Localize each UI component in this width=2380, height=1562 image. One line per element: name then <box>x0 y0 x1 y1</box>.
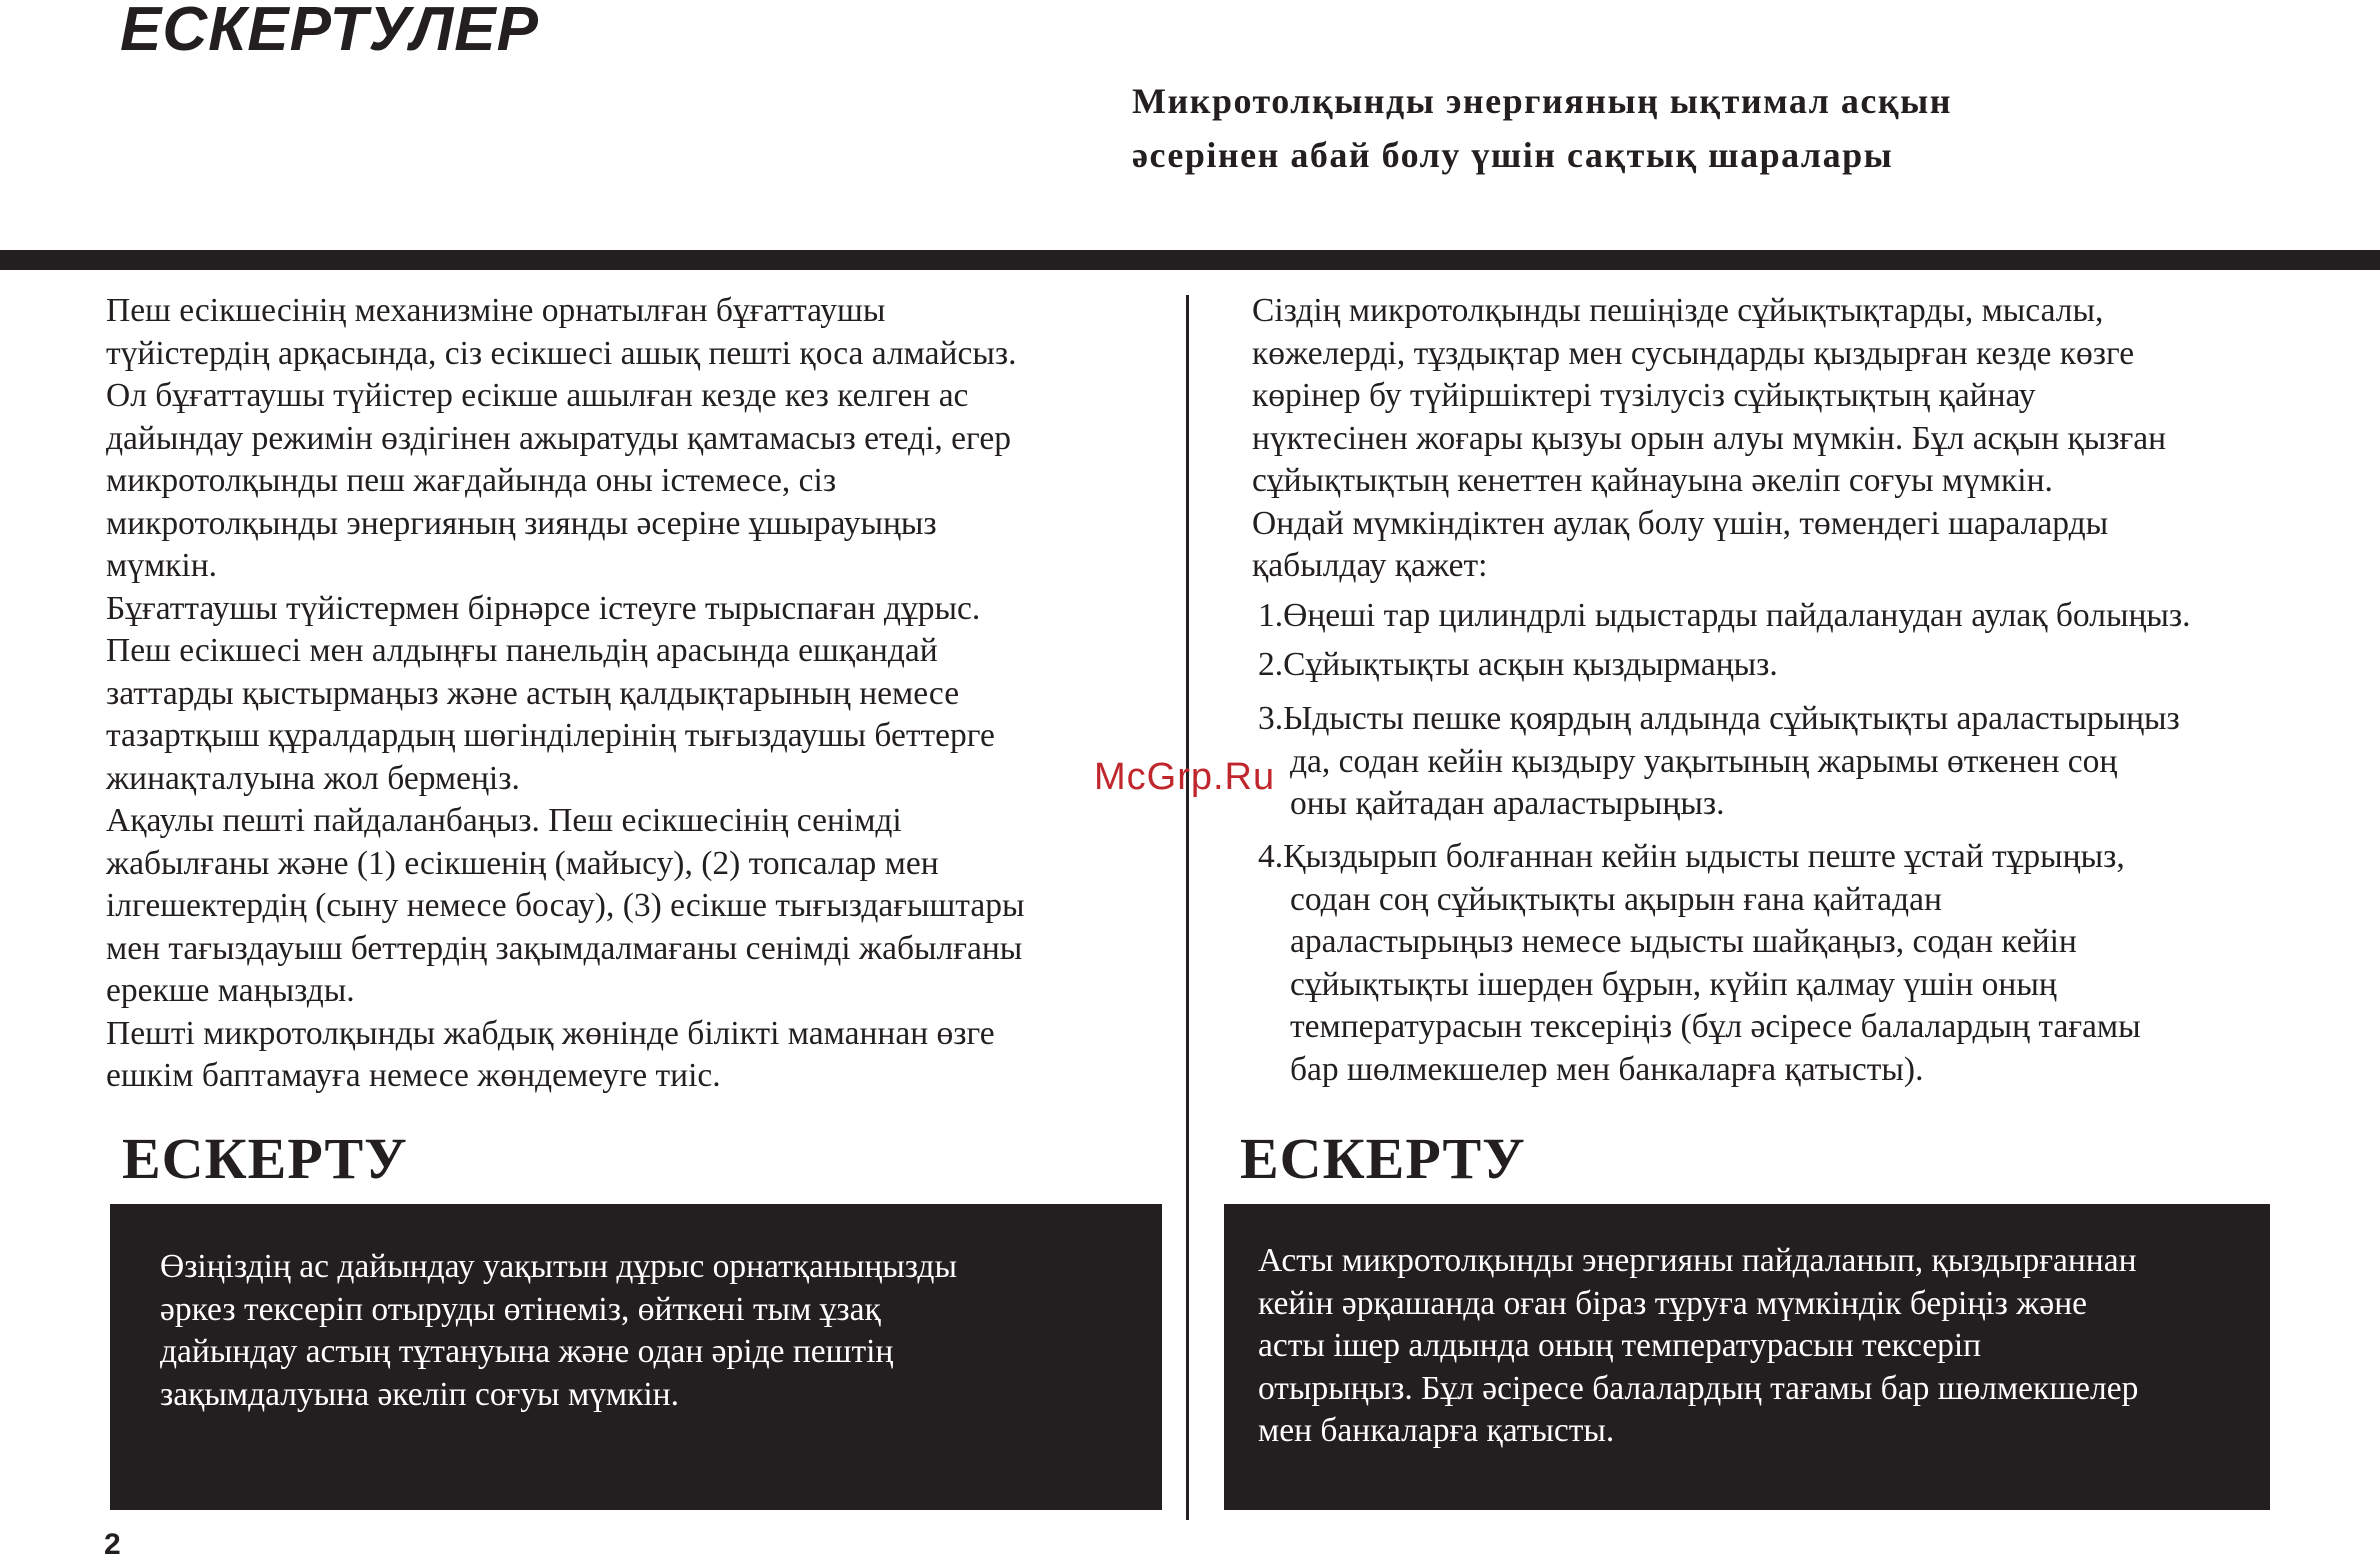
text-line: дайындау режимін өздігінен ажыратуды қамтамасыз етеді, егер <box>106 419 1011 457</box>
warning-line: Өзіңіздің ас дайындау уақытын дұрыс орнатқаныңызды <box>160 1248 957 1285</box>
list-item-line: 3.Ыдысты пешке қоярдың алдында сұйықтықты араластырыңыз <box>1258 700 2180 737</box>
list-item-line: араластырыңыз немесе ыдысты шайқаңыз, содан кейін <box>1290 923 2077 960</box>
warning-box-left <box>110 1204 1162 1510</box>
list-item-line: температурасын тексеріңіз (бұл әсіресе балалардың тағамы <box>1290 1008 2141 1045</box>
text-line: микротолқынды энергияның зиянды әсеріне ұшырауыңыз <box>106 504 937 542</box>
text-line: ерекше маңызды. <box>106 972 355 1009</box>
warning-line: зақымдалуына әкеліп соғуы мүмкін. <box>160 1375 679 1413</box>
text-line: мүмкін. <box>106 547 218 584</box>
text-line: Пешті микротолқынды жабдық жөнінде білікті маманнан өзге <box>106 1014 995 1052</box>
section-subtitle <box>1132 74 1952 182</box>
list-item-line: 1.Өңеші тар цилиндрлі ыдыстарды пайдаланудан аулақ болыңыз. <box>1258 597 2191 634</box>
left-column-text <box>106 290 1025 1098</box>
warning-line: мен банкаларға қатысты. <box>1258 1412 1615 1449</box>
list-item-line: 4.Қыздырып болғаннан кейін ыдысты пеште ұстай тұрыңыз, <box>1258 838 2125 875</box>
list-item-4 <box>1258 836 2141 1091</box>
text-line: Ол бұғаттаушы түйістер есікше ашылған кезде кез келген ас <box>106 377 969 414</box>
text-line: сұйықтықтың кенеттен қайнауына әкеліп соғуы мүмкін. <box>1252 462 2053 499</box>
text-line: Пеш есікшесі мен алдыңғы панельдің арасында ешқандай <box>106 632 938 669</box>
warning-heading-right: ЕСКЕРТУ <box>1240 1126 1526 1191</box>
list-item-line: оны қайтадан араластырыңыз. <box>1290 785 1725 822</box>
list-item-2 <box>1258 644 1778 687</box>
warning-line: кейін әрқашанда оған біраз тұруға мүмкіндік беріңіз және <box>1258 1284 2088 1322</box>
text-line: көжелерді, тұздықтар мен сусындарды қыздырған кезде көзге <box>1252 334 2135 372</box>
warning-line: асты ішер алдында оның температурасын тексеріп <box>1258 1327 1982 1364</box>
text-line: Бұғаттаушы түйістермен бірнәрсе істеуге тырыспаған дұрыс. <box>106 589 981 627</box>
list-item-1 <box>1258 595 2191 638</box>
page-title: ЕСКЕРТУЛЕР <box>120 0 539 64</box>
text-line: көрінер бу түйіршіктері түзілусіз сұйықтықтың қайнау <box>1252 377 2036 414</box>
warning-line: отырыңыз. Бұл әсіресе балалардың тағамы бар шөлмекшелер <box>1258 1369 2139 1407</box>
text-line: Сіздің микротолқынды пешіңізде сұйықтықтарды, мысалы, <box>1252 292 2104 329</box>
text-line: нүктесінен жоғары қызуы орын алуы мүмкін. Бұл асқын қызған <box>1252 419 2167 457</box>
warning-line: дайындау астың тұтануына және одан әріде пештің <box>160 1333 894 1370</box>
header-rule <box>0 250 2380 270</box>
list-item-line: да, содан кейін қыздыру уақытының жарымы өткенен соң <box>1290 742 2118 780</box>
column-divider <box>1186 295 1189 1520</box>
watermark: McGrp.Ru <box>1094 756 1276 798</box>
warning-heading-left: ЕСКЕРТУ <box>122 1126 408 1191</box>
text-line: ешкім баптамауға немесе жөндемеуге тиіс. <box>106 1057 721 1094</box>
list-item-line: 2.Сұйықтықты асқын қыздырмаңыз. <box>1258 646 1778 683</box>
text-line: ілгешектердің (сыну немесе босау), (3) есікше тығыздағыштары <box>106 887 1025 924</box>
list-item-3 <box>1258 698 2180 826</box>
text-line: мен тағыздауыш беттердің зақымдалмағаны сенімді жабылғаны <box>106 929 1023 967</box>
text-line: тазартқыш құралдардың шөгінділерінің тығыздаушы беттерге <box>106 717 995 754</box>
warning-line: әркез тексеріп отыруды өтінеміз, өйткені тым ұзақ <box>160 1290 881 1328</box>
text-line: Ондай мүмкіндіктен аулақ болу үшін, төмендегі шараларды <box>1252 504 2109 542</box>
warning-line: Асты микротолқынды энергияны пайдаланып, қыздырғаннан <box>1258 1242 2137 1279</box>
text-line: жабылғаны және (1) есікшенің (майысу), (2) топсалар мен <box>106 844 939 882</box>
text-line: түйістердің арқасында, сіз есікшесі ашық пешті қоса алмайсыз. <box>106 334 1017 372</box>
page-number: 2 <box>104 1528 121 1561</box>
subtitle-line: әсерінен абай болу үшін сақтық шаралары <box>1132 135 1894 175</box>
text-line: Ақаулы пешті пайдаланбаңыз. Пеш есікшесінің сенімді <box>106 802 902 839</box>
list-item-line: бар шөлмекшелер мен банкаларға қатысты). <box>1290 1050 1924 1088</box>
list-item-line: содан соң сұйықтықты ақырын ғана қайтадан <box>1290 880 1942 918</box>
list-item-line: сұйықтықты ішерден бұрын, күйіп қалмау үшін оның <box>1290 965 2057 1003</box>
text-line: микротолқынды пеш жағдайында оны істемесе, сіз <box>106 462 837 499</box>
text-line: заттарды қыстырмаңыз және астың қалдықтарының немесе <box>106 674 960 712</box>
text-line: Пеш есікшесінің механизміне орнатылған бұғаттаушы <box>106 292 886 329</box>
warning-box-right <box>1224 1204 2270 1510</box>
text-line: жинақталуына жол бермеңіз. <box>106 759 520 797</box>
right-column-intro <box>1252 290 2166 588</box>
text-line: қабылдау қажет: <box>1252 547 1488 584</box>
subtitle-line: Микротолқынды энергияның ықтимал асқын <box>1132 81 1952 121</box>
